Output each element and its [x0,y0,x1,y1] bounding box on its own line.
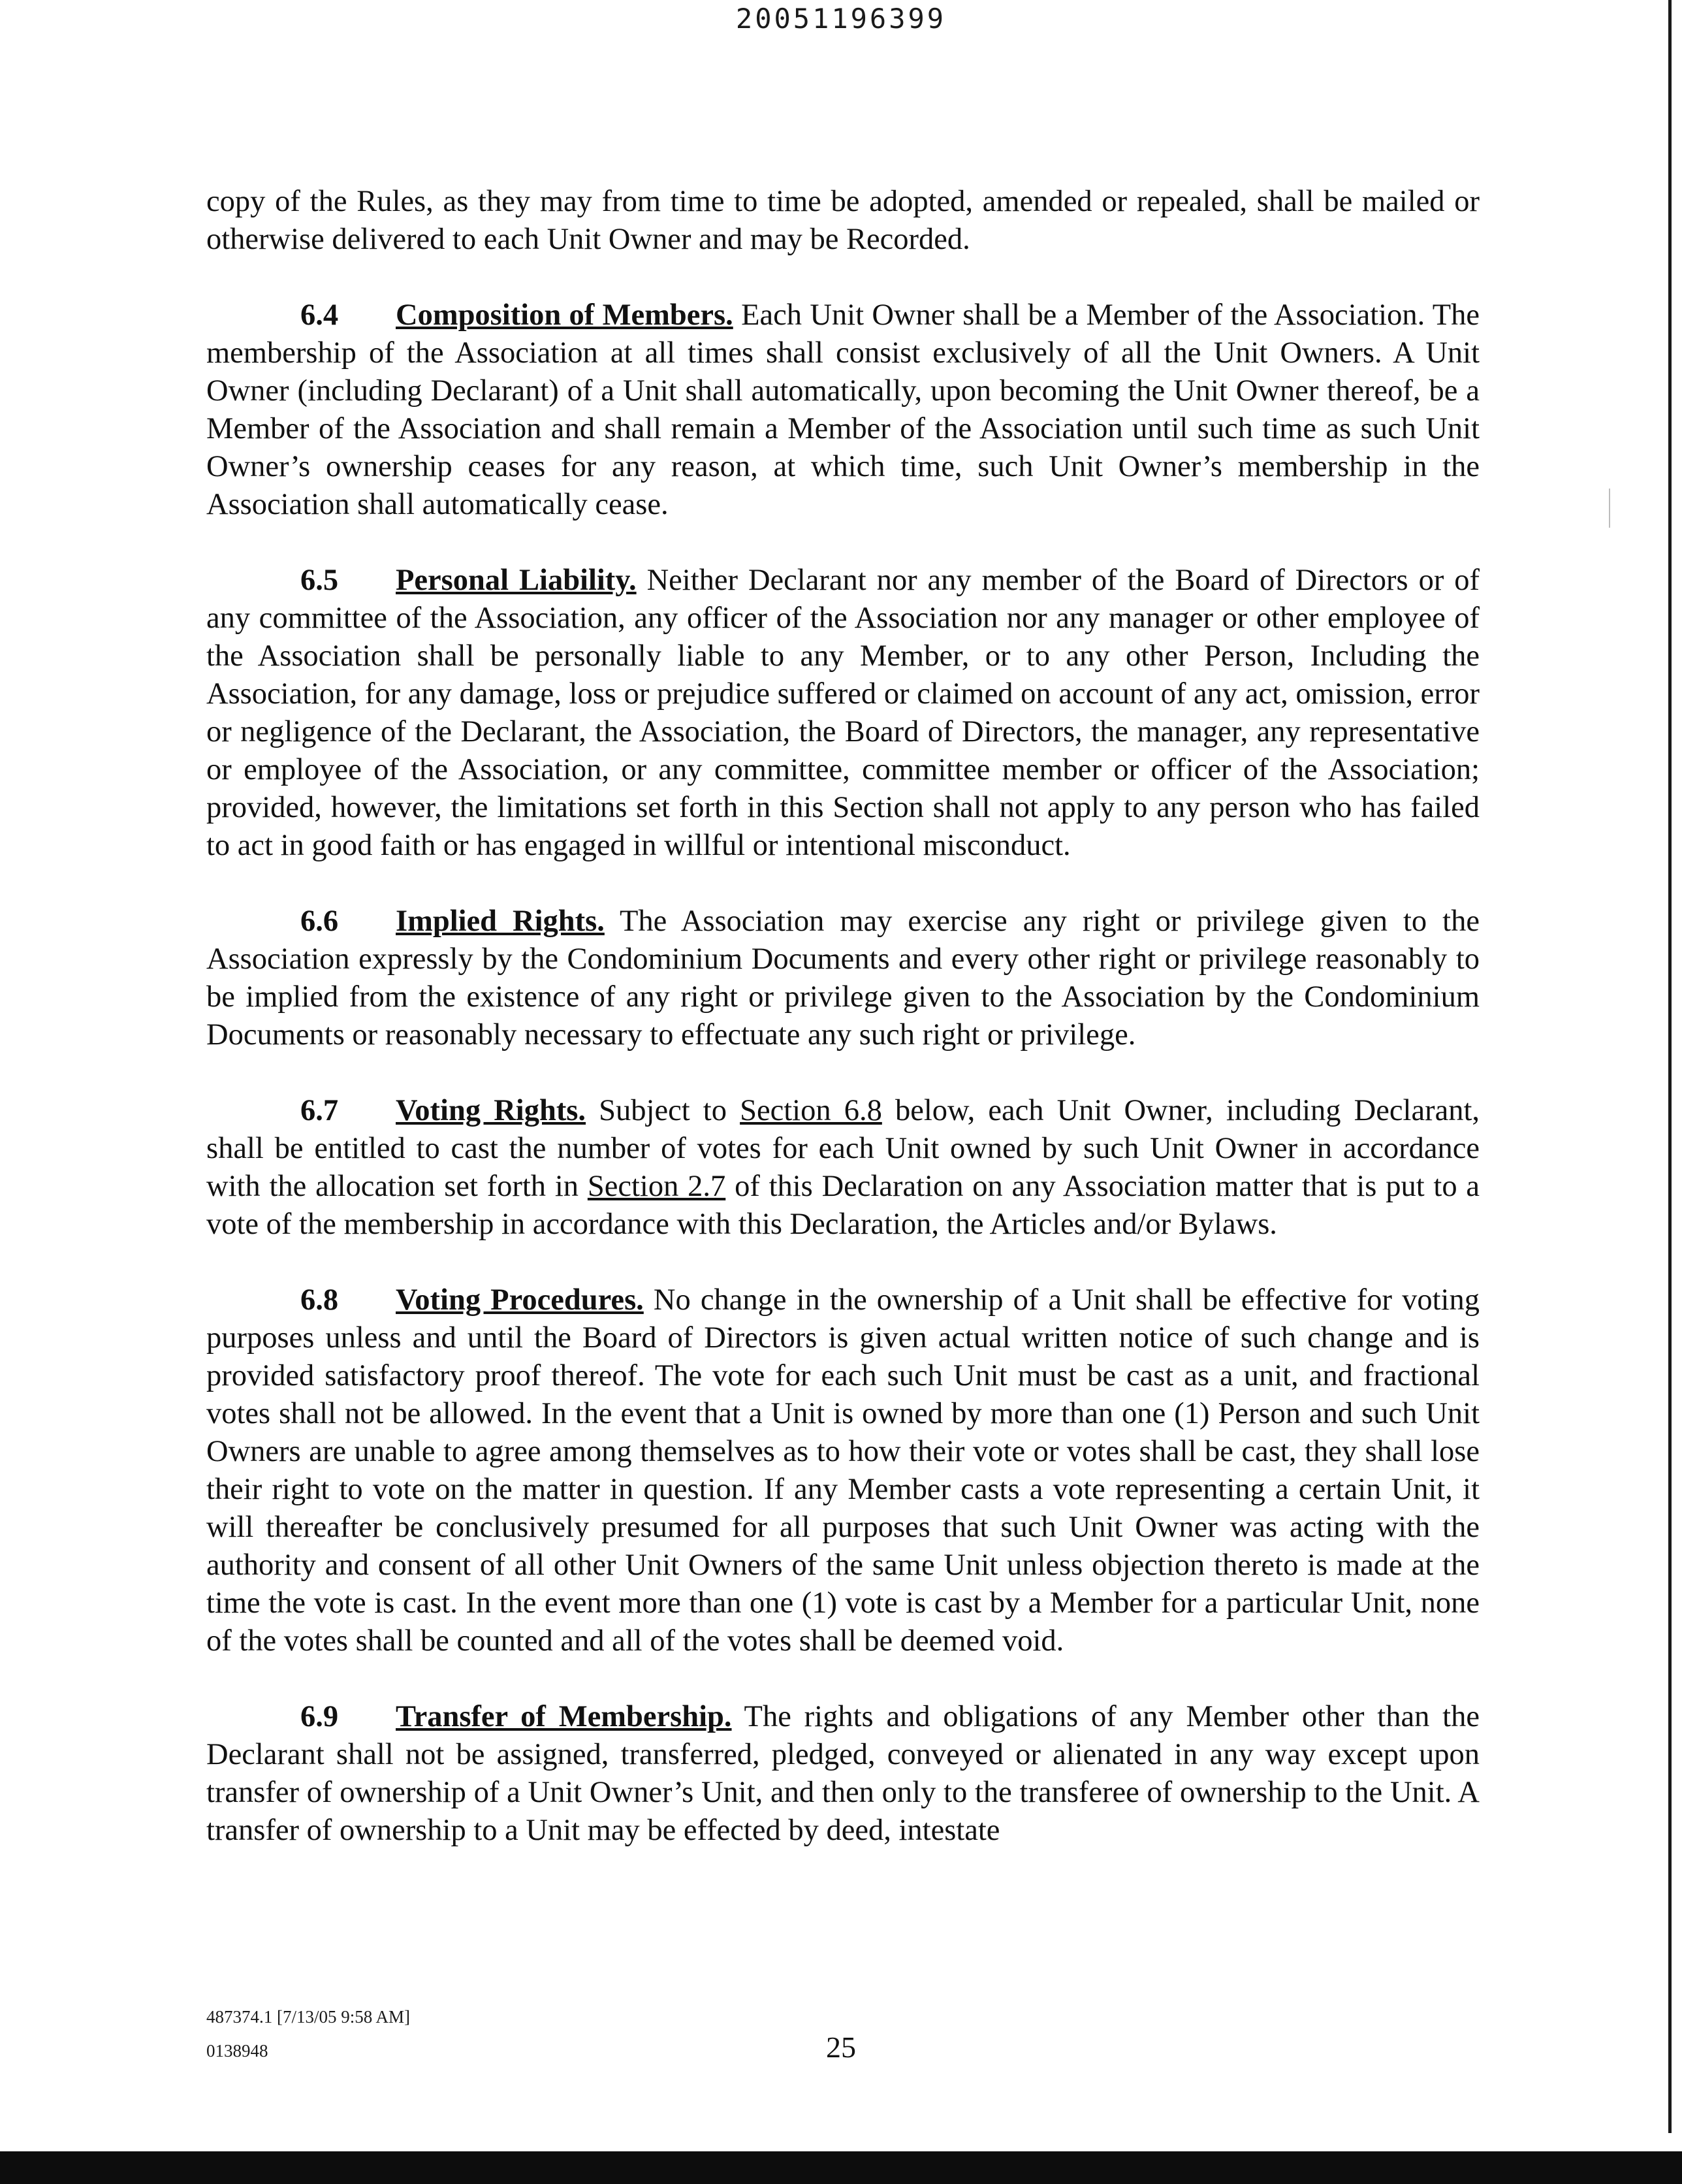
scan-edge-line [1668,0,1672,2133]
page-number: 25 [826,2031,856,2064]
section-title: Voting Procedures. [396,1283,644,1317]
section-6-5 [206,562,1480,865]
footer-doc-ref: 487374.1 [7/13/05 9:58 AM] [206,2007,411,2027]
section-text: No change in the ownership of a Unit shall be effective for voting purposes unless and until the Board of Directors is given actual written notice of such change and is provided satisfactory proof thereof. The vote for each such Unit must be cast as a unit, and fractional votes shall not be allowed. In the event that a Unit is owned by more than one (1) Person and such Unit Owners are unable to agree among themselves as to how their vote or votes shall be cast, they shall lose their right to vote on the matter in question. If any Member casts a vote representing a certain Unit, it will thereafter be conclusively presumed for all purposes that such Unit Owner was acting with the authority and consent of all other Unit Owners of the same Unit unless objection thereto is made at the time the vote is cast. In the event more than one (1) vote is cast by a Member for a particular Unit, none of the votes shall be counted and all of the votes shall be deemed void. [206,1283,1480,1658]
document-id-header: 20051196399 [735,3,947,35]
section-number: 6.4 [300,298,339,332]
section-text: of this Declaration on any Association matter that is put to a vote of the membership in accordance with this Declaration, the Articles and/or Bylaws. [206,1170,1480,1241]
section-number: 6.8 [300,1283,339,1317]
section-number: 6.9 [300,1700,339,1733]
section-6-9 [206,1698,1480,1850]
section-title: Voting Rights. [396,1094,586,1127]
section-cross-reference: Section 6.8 [740,1094,882,1127]
section-text: Neither Declarant nor any member of the Board of Directors or of any committee of the Association, any officer of the Association nor any manager or other employee of the Association shall be personally liable to any Member, or to any other Person, Including the Association, for any damage, loss or prejudice suffered or claimed on account of any act, omission, error or negligence of the Declarant, the Association, the Board of Directors, the manager, any representative or employee of the Association, or any committee, committee member or officer of the Association; provided, however, the limitations set forth in this Section shall not apply to any person who has failed to act in good faith or has engaged in willful or intentional misconduct. [206,564,1480,862]
section-text: Each Unit Owner shall be a Member of the Association. The membership of the Association at all times shall consist exclusively of all the Unit Owners. A Unit Owner (including Declarant) of a Unit shall automatically, upon becoming the Unit Owner thereof, be a Member of the Association and shall remain a Member of the Association until such time as such Unit Owner’s ownership ceases for any reason, at which time, such Unit Owner’s membership in the Association shall automatically cease. [206,298,1480,521]
footer-file-number: 0138948 [206,2041,268,2061]
scan-margin-mark [1609,489,1610,528]
section-text: The Association may exercise any right or privilege given to the Association expressly by the Condominium Documents and every other right or privilege reasonably to be implied from the existence of any right or privilege given to the Association by the Condominium Documents or reasonably necessary to effectuate any such right or privilege. [206,905,1480,1052]
section-text: below, each Unit Owner, including Declarant, shall be entitled to cast the number of votes for each Unit owned by such Unit Owner in accordance with the allocation set forth in [206,1094,1480,1203]
section-number: 6.5 [300,564,339,597]
section-6-4 [206,297,1480,524]
section-title: Composition of Members. [396,298,733,332]
section-title: Personal Liability. [396,564,637,597]
section-text: Subject to [599,1094,727,1127]
document-body [206,183,1480,1887]
section-6-8 [206,1281,1480,1660]
section-number: 6.6 [300,905,339,938]
section-6-6 [206,903,1480,1054]
section-cross-reference: Section 2.7 [587,1170,726,1203]
section-text: The rights and obligations of any Member other than the Declarant shall not be assigned, transferred, pledged, conveyed or alienated in any way except upon transfer of ownership of a Unit Owner’s Unit, and then only to the transferee of ownership to the Unit. A transfer of ownership to a Unit may be effected by deed, intestate [206,1700,1480,1847]
scan-bottom-bar [0,2151,1682,2184]
section-number: 6.7 [300,1094,339,1127]
section-title: Implied Rights. [396,905,605,938]
section-6-7 [206,1092,1480,1244]
section-title: Transfer of Membership. [396,1700,732,1733]
intro-paragraph: copy of the Rules, as they may from time to time be adopted, amended or repealed, shall be mailed or otherwise delivered to each Unit Owner and may be Recorded. [206,185,1480,256]
